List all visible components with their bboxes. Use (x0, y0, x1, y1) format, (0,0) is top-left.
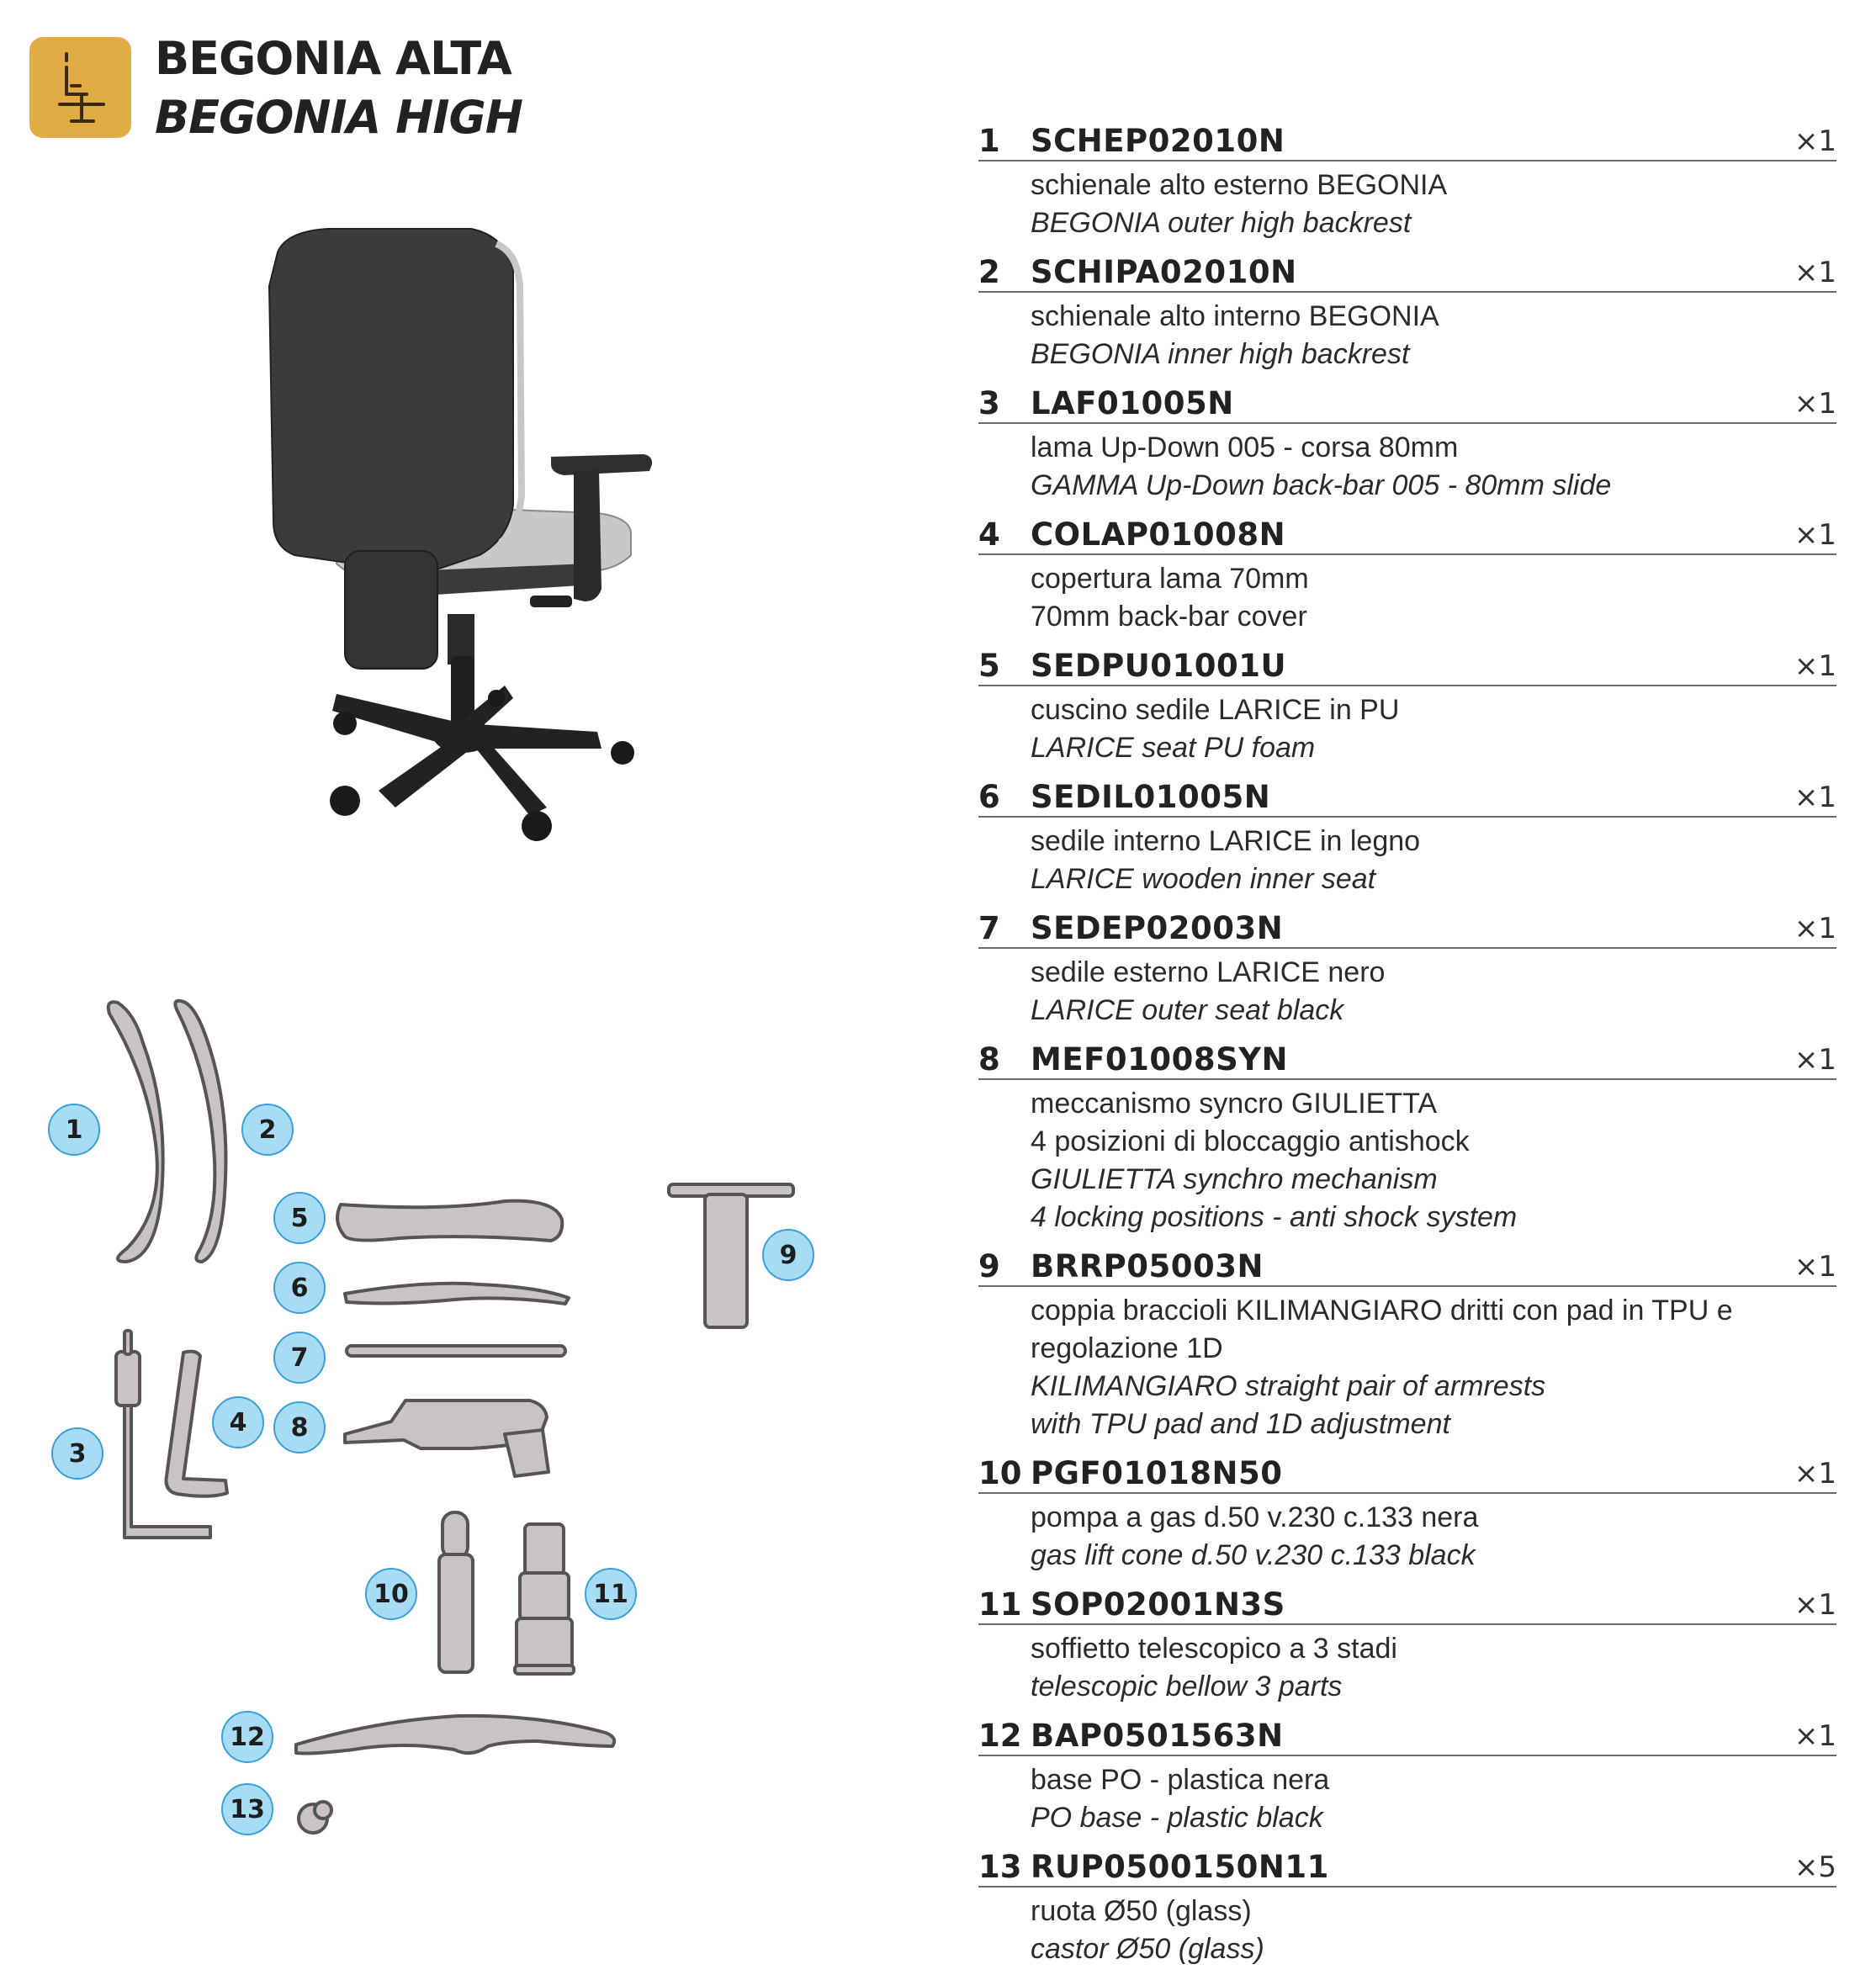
part-11-shape (525, 1524, 564, 1575)
part-quantity: ×1 (1794, 1457, 1836, 1491)
part-description (978, 1080, 1836, 1243)
part-code: BRRP05003N (1031, 1248, 1264, 1284)
svg-text:13: 13 (230, 1795, 265, 1824)
part-quantity: ×1 (1794, 781, 1836, 814)
part-1-shape (109, 1002, 163, 1262)
part-quantity: ×1 (1794, 387, 1836, 421)
part-code: SOP02001N3S (1031, 1586, 1285, 1623)
part-quantity: ×1 (1794, 912, 1836, 945)
description-italian: schienale alto esterno BEGONIA (1031, 169, 1448, 201)
part-description (978, 1888, 1836, 1975)
part-header (978, 1581, 1836, 1625)
part-entry (978, 1036, 1836, 1243)
description-italian: regolazione 1D (1031, 1332, 1223, 1364)
part-entry (978, 118, 1836, 249)
part-code: BAP0501563N (1031, 1718, 1284, 1754)
description-english: telescopic bellow 3 parts (1031, 1671, 1343, 1702)
badge-8 (274, 1402, 325, 1453)
svg-text:4: 4 (229, 1408, 247, 1438)
badge-1 (49, 1104, 99, 1155)
description-english: KILIMANGIARO straight pair of armrests (1031, 1370, 1546, 1402)
description-english: LARICE outer seat black (1031, 994, 1344, 1026)
part-description (978, 686, 1836, 774)
part-code: MEF01008SYN (1031, 1041, 1288, 1078)
part-entry (978, 643, 1836, 774)
part-quantity: ×1 (1794, 518, 1836, 552)
part-10-shape (443, 1512, 468, 1559)
chair-photo (261, 219, 665, 858)
badge-3 (52, 1428, 103, 1479)
part-description (978, 1756, 1836, 1844)
part-header (978, 1243, 1836, 1287)
parts-list (978, 118, 1836, 1975)
description-english: LARICE seat PU foam (1031, 732, 1316, 764)
part-description (978, 555, 1836, 643)
part-entry (978, 1713, 1836, 1844)
part-entry (978, 249, 1836, 380)
part-entry (978, 774, 1836, 905)
part-header (978, 511, 1836, 555)
part-header (978, 1844, 1836, 1888)
part-number: 1 (978, 123, 1000, 159)
badge-13 (222, 1784, 273, 1835)
part-quantity: ×1 (1794, 1719, 1836, 1753)
svg-text:10: 10 (374, 1580, 409, 1609)
part-description (978, 293, 1836, 380)
part-entry (978, 1243, 1836, 1450)
svg-text:8: 8 (290, 1413, 309, 1443)
part-number: 11 (978, 1586, 1022, 1623)
title-italian: BEGONIA ALTA (155, 32, 511, 85)
svg-text:12: 12 (230, 1723, 265, 1752)
part-description (978, 424, 1836, 511)
description-english: BEGONIA outer high backrest (1031, 207, 1412, 239)
part-description (978, 818, 1836, 905)
svg-text:7: 7 (290, 1343, 309, 1373)
title-english: BEGONIA HIGH (155, 91, 522, 144)
description-english: gas lift cone d.50 v.230 c.133 black (1031, 1539, 1476, 1571)
part-number: 8 (978, 1041, 1000, 1078)
badge-12 (222, 1712, 273, 1762)
svg-text:11: 11 (593, 1580, 628, 1609)
part-quantity: ×1 (1794, 256, 1836, 289)
part-description (978, 1625, 1836, 1713)
part-entry (978, 1450, 1836, 1581)
description-italian: sedile interno LARICE in legno (1031, 825, 1421, 857)
part-code: RUP0500150N11 (1031, 1849, 1329, 1885)
part-header (978, 249, 1836, 293)
part-entry (978, 511, 1836, 643)
badge-2 (242, 1104, 293, 1155)
part-12-shape (296, 1716, 614, 1754)
part-number: 12 (978, 1718, 1022, 1754)
badge-9 (763, 1230, 813, 1280)
part-2-shape (175, 1001, 225, 1262)
part-code: SEDPU01001U (1031, 648, 1287, 684)
svg-text:1: 1 (65, 1115, 83, 1145)
part-description (978, 949, 1836, 1036)
part-header (978, 380, 1836, 424)
description-italian: 4 posizioni di bloccaggio antishock (1031, 1125, 1470, 1157)
description-english: GIULIETTA synchro mechanism (1031, 1163, 1438, 1195)
description-italian: 70mm back-bar cover (1031, 601, 1307, 633)
part-number: 5 (978, 648, 1000, 684)
part-5-shape (337, 1201, 562, 1241)
description-italian: schienale alto interno BEGONIA (1031, 300, 1439, 332)
part-description (978, 161, 1836, 249)
exploded-parts-diagram (0, 967, 841, 1842)
badge-6 (274, 1263, 325, 1313)
badge-4 (213, 1397, 263, 1448)
description-english: with TPU pad and 1D adjustment (1031, 1408, 1450, 1440)
part-code: SEDIL01005N (1031, 779, 1271, 815)
part-entry (978, 1581, 1836, 1713)
part-6-shape (345, 1284, 569, 1304)
part-7-shape (347, 1346, 565, 1356)
part-entry (978, 380, 1836, 511)
part-quantity: ×1 (1794, 1250, 1836, 1284)
part-code: SEDEP02003N (1031, 910, 1284, 946)
part-quantity: ×5 (1794, 1851, 1836, 1884)
description-italian: copertura lama 70mm (1031, 563, 1309, 595)
chair-icon (29, 37, 131, 138)
part-header (978, 1036, 1836, 1080)
part-code: SCHEP02010N (1031, 123, 1285, 159)
part-quantity: ×1 (1794, 1043, 1836, 1077)
logo-badge (29, 37, 131, 138)
part-entry (978, 905, 1836, 1036)
svg-text:5: 5 (290, 1204, 309, 1233)
part-number: 2 (978, 254, 1000, 290)
part-header (978, 1450, 1836, 1494)
part-header (978, 1713, 1836, 1756)
part-number: 3 (978, 385, 1000, 421)
description-italian: pompa a gas d.50 v.230 c.133 nera (1031, 1501, 1479, 1533)
part-number: 13 (978, 1849, 1022, 1885)
part-quantity: ×1 (1794, 649, 1836, 683)
badge-11 (586, 1569, 636, 1619)
part-code: LAF01005N (1031, 385, 1234, 421)
svg-text:3: 3 (68, 1439, 87, 1469)
part-header (978, 774, 1836, 818)
description-italian: meccanismo syncro GIULIETTA (1031, 1088, 1438, 1120)
description-italian: ruota Ø50 (glass) (1031, 1895, 1252, 1927)
description-italian: sedile esterno LARICE nero (1031, 956, 1386, 988)
description-italian: base PO - plastica nera (1031, 1764, 1330, 1796)
svg-text:9: 9 (779, 1241, 798, 1270)
part-number: 10 (978, 1455, 1022, 1491)
part-entry (978, 1844, 1836, 1975)
part-number: 7 (978, 910, 1000, 946)
part-quantity: ×1 (1794, 1588, 1836, 1622)
badge-7 (274, 1332, 325, 1383)
part-code: PGF01018N50 (1031, 1455, 1283, 1491)
badge-5 (274, 1193, 325, 1243)
description-english: castor Ø50 (glass) (1031, 1933, 1264, 1965)
svg-text:2: 2 (258, 1115, 277, 1145)
description-italian: cuscino sedile LARICE in PU (1031, 694, 1400, 726)
svg-text:6: 6 (290, 1273, 309, 1303)
part-header (978, 643, 1836, 686)
part-number: 9 (978, 1248, 1000, 1284)
description-english: 4 locking positions - anti shock system (1031, 1201, 1518, 1233)
part-header (978, 118, 1836, 161)
part-quantity: ×1 (1794, 124, 1836, 158)
description-english: LARICE wooden inner seat (1031, 863, 1376, 895)
part-code: SCHIPA02010N (1031, 254, 1297, 290)
description-english: BEGONIA inner high backrest (1031, 338, 1410, 370)
part-description (978, 1494, 1836, 1581)
part-number: 6 (978, 779, 1000, 815)
part-description (978, 1287, 1836, 1450)
badge-10 (366, 1569, 416, 1619)
description-english: GAMMA Up-Down back-bar 005 - 80mm slide (1031, 469, 1612, 501)
description-italian: soffietto telescopico a 3 stadi (1031, 1633, 1397, 1665)
part-number: 4 (978, 516, 1000, 553)
part-code: COLAP01008N (1031, 516, 1286, 553)
description-italian: lama Up-Down 005 - corsa 80mm (1031, 432, 1459, 463)
description-italian: coppia braccioli KILIMANGIARO dritti con pad in TPU e (1031, 1295, 1733, 1326)
description-english: PO base - plastic black (1031, 1802, 1323, 1834)
part-header (978, 905, 1836, 949)
